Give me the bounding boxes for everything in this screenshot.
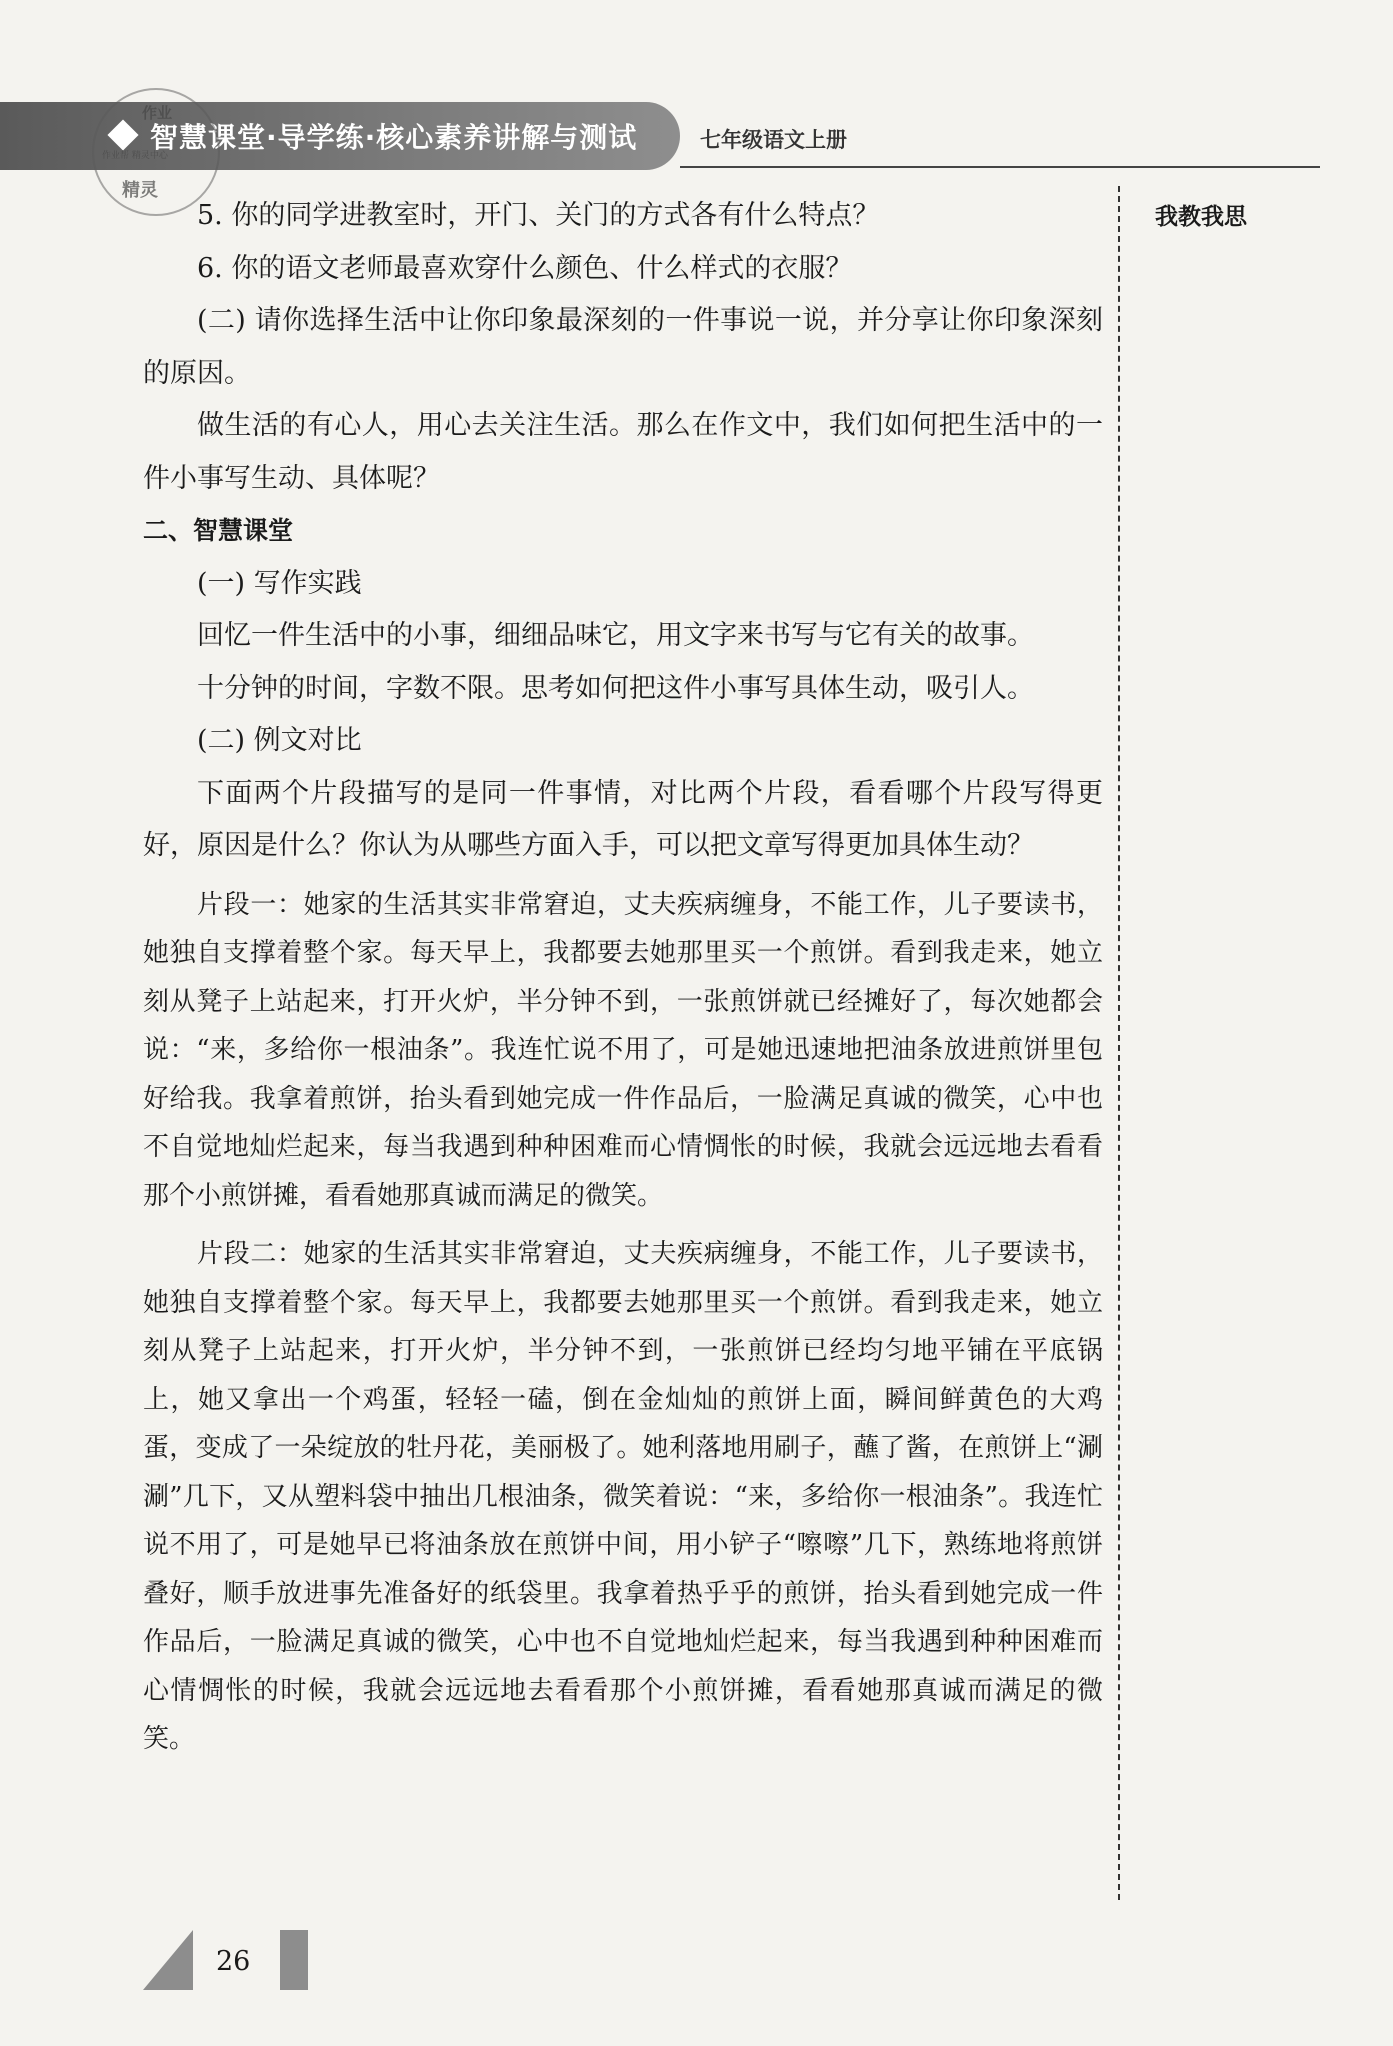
subsection-1-heading: (一) 写作实践 (197, 567, 362, 599)
main-content (143, 190, 1103, 1764)
question-6: 6. 你的语文老师最喜欢穿什么颜色、什么样式的衣服？ (197, 252, 853, 284)
sidebar-divider (1118, 186, 1120, 1900)
subsection-1-text-1: 回忆一件生活中的小事，细细品味它，用文字来书写与它有关的故事。 (197, 620, 1034, 651)
header-divider (680, 166, 1320, 168)
footer-triangle (143, 1930, 193, 1990)
part-2-prompt: (二) 请你选择生活中让你印象最深刻的一件事说一说，并分享让你印象深刻的原因。 (143, 305, 1103, 389)
excerpt-1: 片段一：她家的生活其实非常窘迫，丈夫疾病缠身，不能工作，儿子要读书，她独自支撑着整个家。每天早上，我都要去她那里买一个煎饼。看到我走来，她立刻从凳子上站起来，打开火炉，半分钟不到，一张煎饼就已经摊好了，每次她都会说：“来，多给你一根油条”。我连忙说不用了，可是她迅速地把油条放进煎饼里包好给我。我拿着煎饼，抬头看到她完成一件作品后，一脸满足真诚的微笑，心中也不自觉地灿烂起来，每当我遇到种种困难而心情惆怅的时候，我就会远远地去看看那个小煎饼摊，看看她那真诚而满足的微笑。 (143, 889, 1103, 1211)
sidebar-title: 我教我思 (1155, 204, 1247, 230)
intro-paragraph: 做生活的有心人，用心去关注生活。那么在作文中，我们如何把生活中的一件小事写生动、具体呢？ (143, 410, 1103, 494)
stamp-mid-text: 作业帮 精灵中心 (102, 151, 168, 161)
section-heading: 二、智慧课堂 (143, 516, 294, 545)
footer-block (280, 1930, 308, 1990)
stamp-bottom-text: 精灵 (122, 180, 158, 201)
grade-subject-label: 七年级语文上册 (700, 128, 847, 152)
question-5: 5. 你的同学进教室时，开门、关门的方式各有什么特点？ (197, 200, 880, 231)
page-number: 26 (216, 1946, 251, 1977)
subsection-2-heading: (二) 例文对比 (197, 725, 362, 756)
subsection-2-text: 下面两个片段描写的是同一件事情，对比两个片段，看看哪个片段写得更好，原因是什么？你认为从哪些方面入手，可以把文章写得更加具体生动？ (143, 777, 1103, 861)
stamp-top-text: 作业 (142, 104, 173, 122)
excerpt-2: 片段二：她家的生活其实非常窘迫，丈夫疾病缠身，不能工作，儿子要读书，她独自支撑着整个家。每天早上，我都要去她那里买一个煎饼。看到我走来，她立刻从凳子上站起来，打开火炉，半分钟不到，一张煎饼已经均匀地平铺在平底锅上，她又拿出一个鸡蛋，轻轻一磕，倒在金灿灿的煎饼上面，瞬间鲜黄色的大鸡蛋，变成了一朵绽放的牡丹花，美丽极了。她利落地用刷子，蘸了酱，在煎饼上“涮涮”几下，又从塑料袋中抽出几根油条，微笑着说：“来，多给你一根油条”。我连忙说不用了，可是她早已将油条放在煎饼中间，用小铲子“嚓嚓”几下，熟练地将煎饼叠好，顺手放进事先准备好的纸袋里。我拿着热乎乎的煎饼，抬头看到她完成一件作品后，一脸满足真诚的微笑，心中也不自觉地灿烂起来，每当我遇到种种困难而心情惆怅的时候，我就会远远地去看看那个小煎饼摊，看看她那真诚而满足的微笑。 (143, 1239, 1103, 1754)
book-series-title: 智慧课堂·导学练·核心素养讲解与测试 (150, 121, 638, 154)
subsection-1-text-2: 十分钟的时间，字数不限。思考如何把这件小事写具体生动，吸引人。 (197, 672, 1034, 704)
